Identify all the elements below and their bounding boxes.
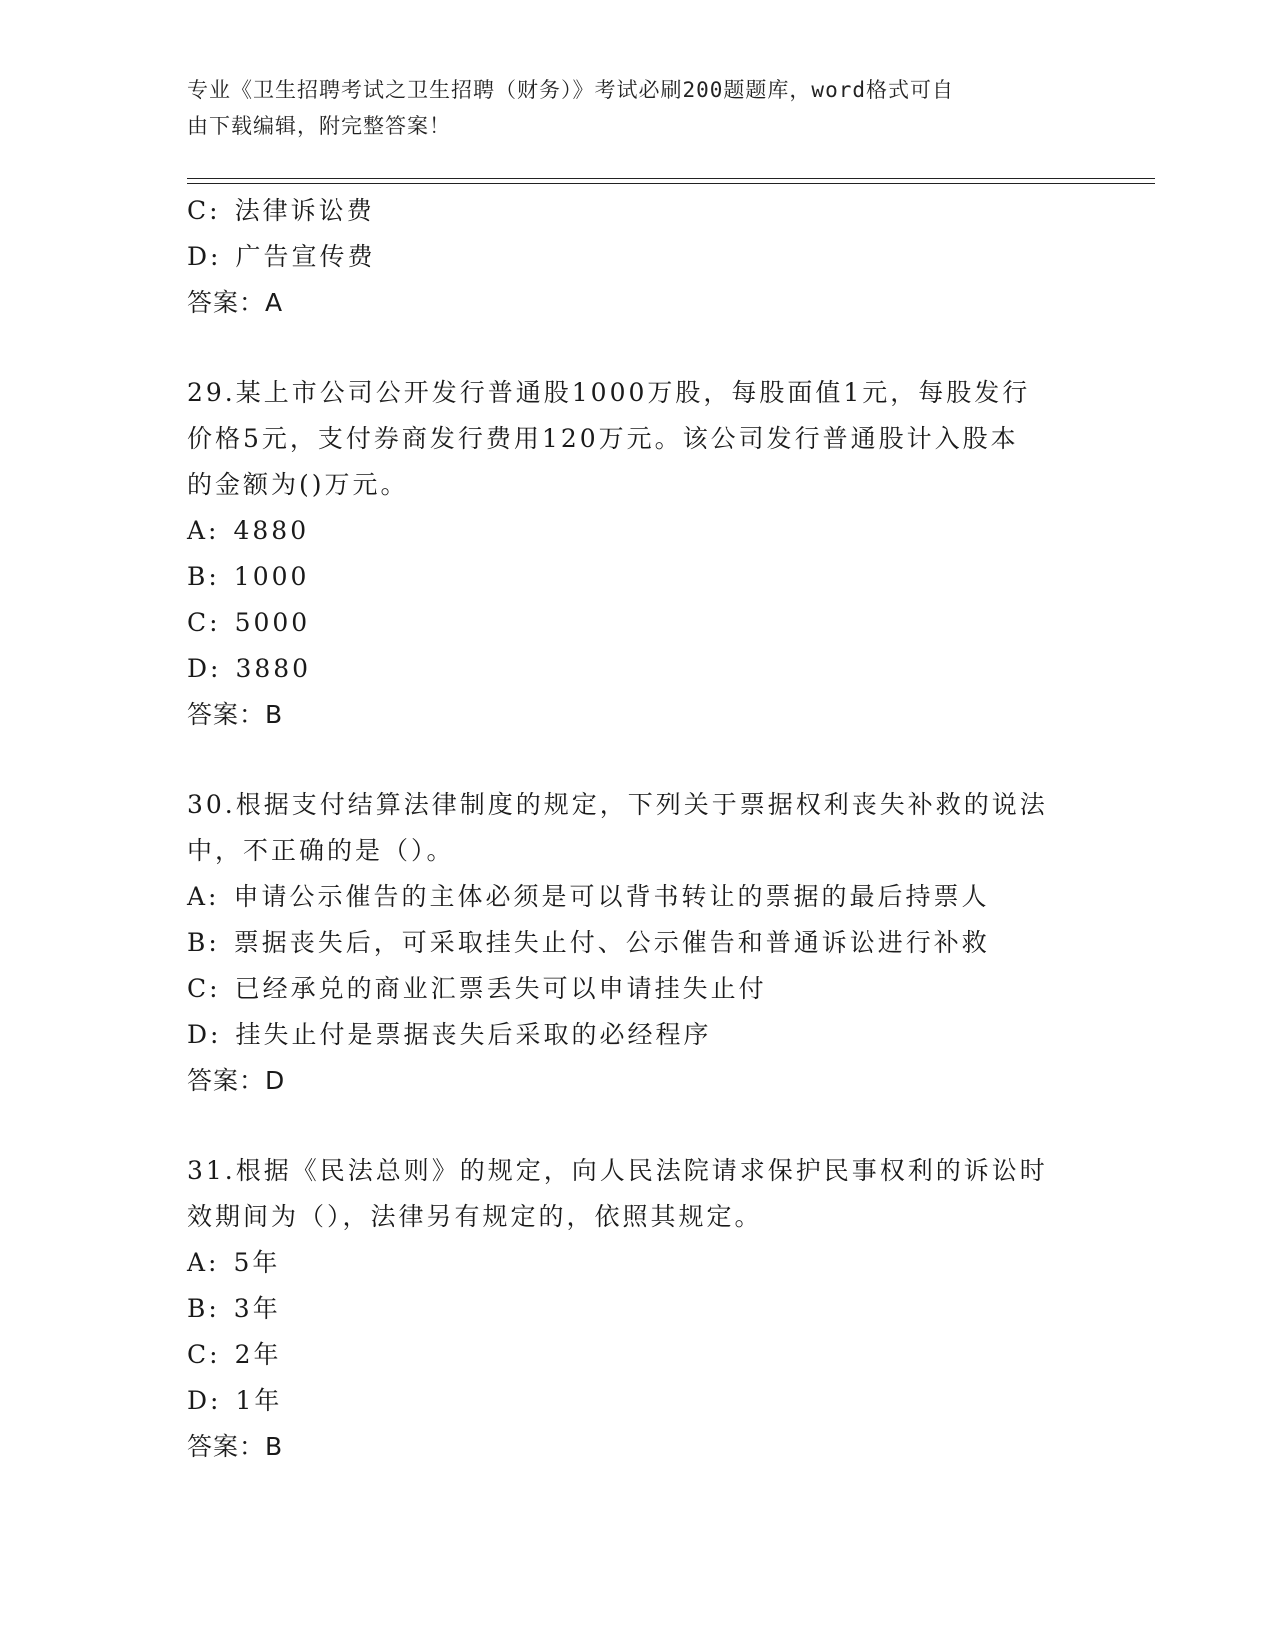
option-text: 票据丧失后，可采取挂失止付、公示催告和普通诉讼进行补救 <box>233 928 990 957</box>
option-key: A: <box>187 882 220 911</box>
option-key: C: <box>187 196 221 225</box>
question-stem-line: 中，不正确的是（）。 <box>187 836 455 865</box>
option-key: C: <box>187 1340 221 1369</box>
option-key: A: <box>187 1248 220 1277</box>
option-key: A: <box>187 516 220 545</box>
option-text: 5年 <box>233 1248 281 1277</box>
option-item <box>187 1378 1087 1424</box>
option-text: 2年 <box>234 1340 282 1369</box>
option-item <box>187 966 1087 1012</box>
option-text: 5000 <box>234 608 311 637</box>
option-key: C: <box>187 974 221 1003</box>
question-29 <box>187 370 1087 738</box>
question-stem-line: 的金额为()万元。 <box>187 470 409 499</box>
option-item <box>187 1332 1087 1378</box>
question-stem <box>187 370 1067 508</box>
question-stem-line: 30.根据支付结算法律制度的规定，下列关于票据权利丧失补救的说法 <box>187 790 1048 819</box>
option-text: 挂失止付是票据丧失后采取的必经程序 <box>235 1020 712 1049</box>
option-text: 申请公示催告的主体必须是可以背书转让的票据的最后持票人 <box>233 882 990 911</box>
question-stem-line: 效期间为（），法律另有规定的，依照其规定。 <box>187 1202 763 1231</box>
question-stem-line: 29.某上市公司公开发行普通股1000万股，每股面值1元，每股发行 <box>187 378 1031 407</box>
option-item <box>187 600 1087 646</box>
option-item <box>187 874 1087 920</box>
option-item <box>187 554 1087 600</box>
option-text: 3880 <box>235 654 312 683</box>
question-30 <box>187 782 1087 1104</box>
question-stem-line: 价格5元，支付券商发行费用120万元。该公司发行普通股计入股本 <box>187 424 1019 453</box>
option-key: D: <box>187 654 222 683</box>
header-note-line-1: 专业《卫生招聘考试之卫生招聘（财务）》考试必刷200题题库，word格式可自 <box>187 78 954 102</box>
option-text: 已经承兑的商业汇票丢失可以申请挂失止付 <box>234 974 767 1003</box>
option-text: 法律诉讼费 <box>234 196 375 225</box>
option-key: C: <box>187 608 221 637</box>
header-divider-bottom <box>187 183 1155 184</box>
option-key: D: <box>187 242 222 271</box>
option-item <box>187 188 1087 234</box>
option-item <box>187 646 1087 692</box>
question-stem-line: 31.根据《民法总则》的规定，向人民法院请求保护民事权利的诉讼时 <box>187 1156 1048 1185</box>
option-key: B: <box>187 928 220 957</box>
question-content <box>187 188 1087 1470</box>
answer-line: 答案：A <box>187 288 284 317</box>
option-key: B: <box>187 562 220 591</box>
option-item <box>187 234 1087 280</box>
question-stem <box>187 1148 1067 1240</box>
option-item <box>187 508 1087 554</box>
question-stem <box>187 782 1067 874</box>
header-divider-top <box>187 178 1155 179</box>
answer-line: 答案：B <box>187 1432 284 1461</box>
option-text: 3年 <box>233 1294 281 1323</box>
option-text: 广告宣传费 <box>235 242 376 271</box>
carryover-block <box>187 188 1087 326</box>
option-key: B: <box>187 1294 220 1323</box>
answer-line: 答案：D <box>187 1066 286 1095</box>
header-note <box>187 72 1067 144</box>
option-text: 4880 <box>233 516 310 545</box>
option-text: 1年 <box>235 1386 283 1415</box>
answer-line: 答案：B <box>187 700 284 729</box>
option-item <box>187 1240 1087 1286</box>
option-key: D: <box>187 1020 222 1049</box>
option-item <box>187 1012 1087 1058</box>
question-31 <box>187 1148 1087 1470</box>
header-note-line-2: 由下载编辑，附完整答案！ <box>187 114 451 138</box>
option-key: D: <box>187 1386 222 1415</box>
option-item <box>187 920 1087 966</box>
option-text: 1000 <box>233 562 310 591</box>
option-item <box>187 1286 1087 1332</box>
